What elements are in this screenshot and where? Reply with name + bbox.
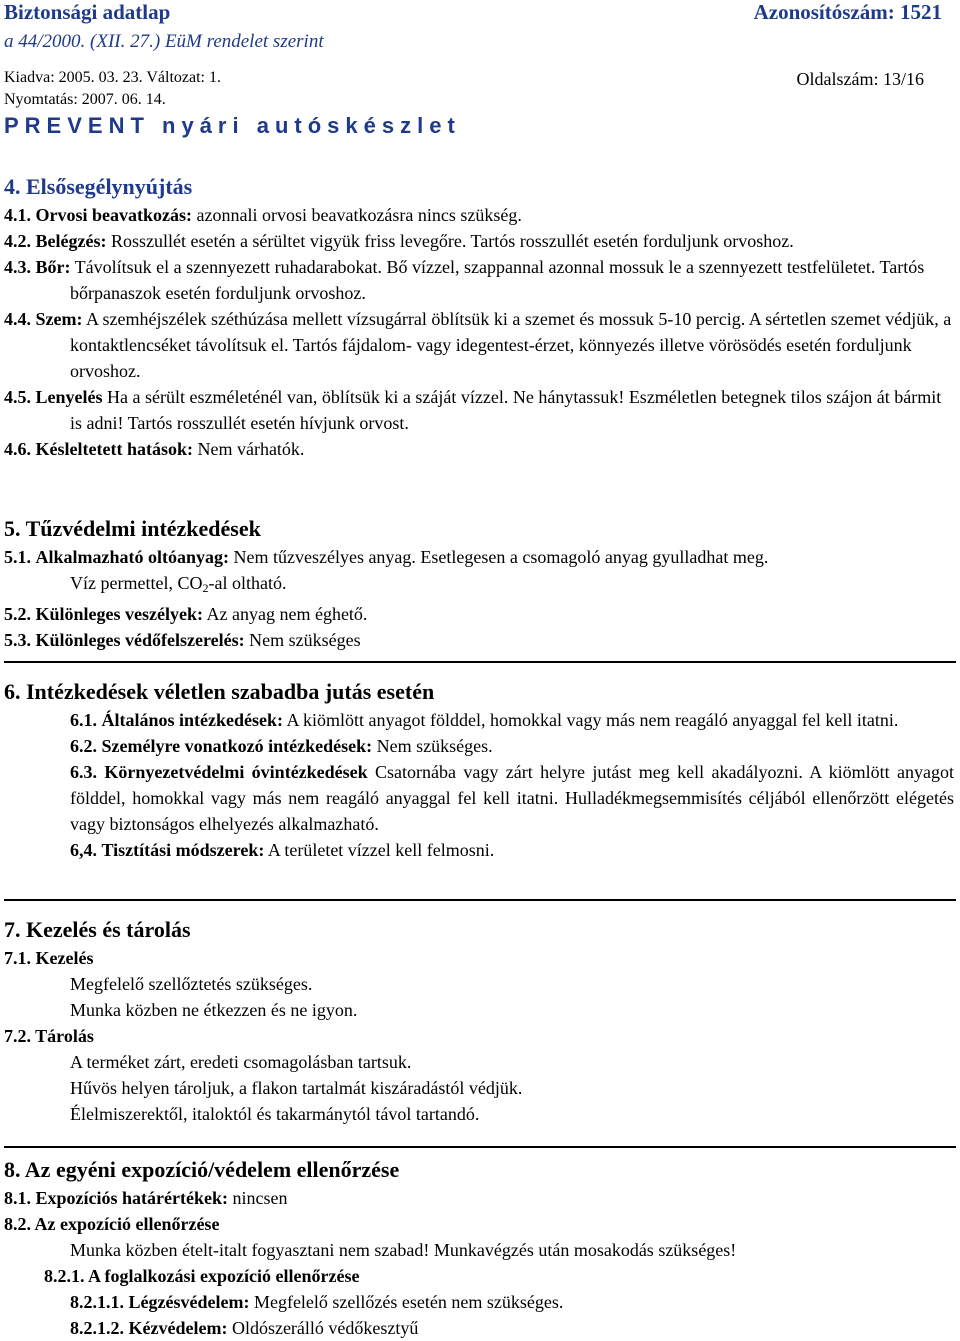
item-label: Késleltetett hatások: xyxy=(35,439,193,459)
item-text: Oldószerálló védőkesztyű xyxy=(227,1318,419,1338)
item-6-3 xyxy=(4,759,954,837)
section-divider xyxy=(4,1146,956,1148)
item-label: Légzésvédelem: xyxy=(128,1292,250,1312)
storage-line-2: Hűvös helyen tároljuk, a flakon tartalmát kiszáradástól védjük. xyxy=(70,1078,523,1098)
subheading-8-2: 8.2. Az expozíció ellenőrzése xyxy=(4,1214,220,1234)
id-number: Azonosítószám: 1521 xyxy=(753,0,942,24)
item-text: Ha a sérült eszméleténél van, öblítsük ki a száját vízzel. Ne hánytassuk! Eszméletlen betegnek tilos szájon át bármit is adni! Tartós rosszullét esetén hívjunk orvost. xyxy=(70,387,942,433)
header-row-5 xyxy=(4,113,942,139)
item-text: nincsen xyxy=(227,1188,288,1208)
section-6-title: 6. Intézkedések véletlen szabadba jutás esetén xyxy=(4,679,435,704)
item-label: Szem: xyxy=(35,309,83,329)
item-num: 4.2. xyxy=(4,231,31,251)
co2-text: Víz permettel, CO xyxy=(70,573,203,593)
item-label: Személyre vonatkozó intézkedések: xyxy=(101,736,373,756)
section-4 xyxy=(4,172,954,462)
header-row-3 xyxy=(4,69,924,90)
section-5 xyxy=(4,514,954,653)
section-5-title: 5. Tűzvédelmi intézkedések xyxy=(4,516,261,541)
item-8-1 xyxy=(4,1185,954,1211)
item-5-1-cont xyxy=(4,570,954,601)
item-text: A szemhéjszélek széthúzása mellett vízsugárral öblítsük ki a szemet és mossuk 5-10 percig. A sértetlen szemet védjük, a kontaktlencséket távolítsuk el. Tartós fájdalom- vagy idegentest-érzet, könnyezés illetve vörösödés esetén forduljunk orvoshoz. xyxy=(70,309,952,381)
item-num: 8.2.1.2. xyxy=(70,1318,124,1338)
item-5-1 xyxy=(4,544,954,570)
section-4-title: 4. Elsősegélynyújtás xyxy=(4,174,193,199)
storage-line-1: A terméket zárt, eredeti csomagolásban tartsuk. xyxy=(70,1052,412,1072)
co2-suffix: -al oltható. xyxy=(208,573,287,593)
item-4-4 xyxy=(4,306,954,384)
item-text: A kiömlött anyagot földdel, homokkal vagy más nem reagáló anyaggal fel kell itatni. xyxy=(283,710,899,730)
section-7 xyxy=(4,915,954,1127)
section-divider xyxy=(4,661,956,663)
item-num: 6.1. xyxy=(70,710,97,730)
item-num: 6.2. xyxy=(70,736,97,756)
document-body xyxy=(4,172,954,462)
subheading-7-1: 7.1. Kezelés xyxy=(4,948,94,968)
exposure-text: Munka közben ételt-italt fogyasztani nem szabad! Munkavégzés után mosakodás szükséges! xyxy=(70,1240,737,1260)
page-number: Oldalszám: 13/16 xyxy=(796,69,924,89)
item-label: Tisztítási módszerek: xyxy=(101,840,265,860)
item-text: Megfelelő szellőzés esetén nem szükséges. xyxy=(249,1292,564,1312)
subheading-8-2-1: 8.2.1. A foglalkozási expozíció ellenőrzése xyxy=(44,1266,360,1286)
item-label: Különleges veszélyek: xyxy=(35,604,203,624)
item-text: Az anyag nem éghető. xyxy=(202,604,368,624)
print-date: Nyomtatás: 2007. 06. 14. xyxy=(4,91,166,108)
item-num: 8.2.1.1. xyxy=(70,1292,124,1312)
item-num: 6,4. xyxy=(70,840,97,860)
co2-subscript: 2 xyxy=(202,581,209,595)
item-label: Orvosi beavatkozás: xyxy=(35,205,192,225)
item-text: Csatornába vagy zárt helyre jutást meg kell akadályozni. A kiömlött anyagot földdel, homokkal vagy más nem reagáló anyaggal fel kell itatni. Hulladékmegsemmisítés céljából ellenőrzött elégetés vagy biztonságos elhelyezés alkalmazható. xyxy=(70,762,955,834)
item-text: Nem tűzveszélyes anyag. Esetlegesen a csomagoló anyag gyulladhat meg. xyxy=(229,547,769,567)
item-label: Kézvédelem: xyxy=(128,1318,228,1338)
section-6 xyxy=(4,677,954,863)
item-text: Nem szükséges. xyxy=(372,736,493,756)
item-label: Alkalmazható oltóanyag: xyxy=(35,547,229,567)
issued-info: Kiadva: 2005. 03. 23. Változat: 1. xyxy=(4,69,221,86)
item-label: Általános intézkedések: xyxy=(101,710,283,730)
item-8-2-1-2 xyxy=(4,1315,954,1341)
item-num: 4.6. xyxy=(4,439,31,459)
item-label: Bőr: xyxy=(35,257,71,277)
item-5-3 xyxy=(4,627,954,653)
item-6-4 xyxy=(4,837,954,863)
item-8-2-1-1 xyxy=(4,1289,954,1315)
item-num: 4.3. xyxy=(4,257,31,277)
header-row-1 xyxy=(4,0,942,25)
header-row-4 xyxy=(4,91,942,109)
item-label: Lenyelés xyxy=(35,387,103,407)
section-8-title: 8. Az egyéni expozíció/védelem ellenőrzése xyxy=(4,1157,400,1182)
header-row-2 xyxy=(4,31,942,53)
document-title: Biztonsági adatlap xyxy=(4,0,171,24)
storage-line-3: Élelmiszerektől, italoktól és takarmánytól távol tartandó. xyxy=(70,1104,480,1124)
item-4-1 xyxy=(4,202,954,228)
item-4-2 xyxy=(4,228,954,254)
item-text: Rosszullét esetén a sérültet vigyük friss levegőre. Tartós rosszullét esetén forduljunk orvoshoz. xyxy=(106,231,794,251)
item-4-5 xyxy=(4,384,954,436)
section-7-title: 7. Kezelés és tárolás xyxy=(4,917,191,942)
item-label: Expozíciós határértékek: xyxy=(35,1188,228,1208)
section-8 xyxy=(4,1155,954,1341)
item-num: 4.1. xyxy=(4,205,31,225)
item-4-3 xyxy=(4,254,954,306)
item-6-1 xyxy=(4,707,954,733)
item-label: Belégzés: xyxy=(35,231,107,251)
handling-line-1: Megfelelő szellőztetés szükséges. xyxy=(70,974,313,994)
section-divider xyxy=(4,899,956,901)
item-num: 6.3. xyxy=(70,762,97,782)
item-4-6 xyxy=(4,436,954,462)
item-num: 4.4. xyxy=(4,309,31,329)
item-text: azonnali orvosi beavatkozásra nincs szükség. xyxy=(192,205,522,225)
product-name: PREVENT nyári autóskészlet xyxy=(4,113,461,138)
item-num: 4.5. xyxy=(4,387,31,407)
item-label: Környezetvédelmi óvintézkedések xyxy=(104,762,368,782)
item-5-2 xyxy=(4,601,954,627)
item-text: Távolítsuk el a szennyezett ruhadarabokat. Bő vízzel, szappannal azonnal mossuk le a szennyezett testfelületet. Tartós bőrpanaszok esetén forduljunk orvoshoz. xyxy=(70,257,925,303)
item-num: 5.2. xyxy=(4,604,31,624)
item-text: Nem szükséges xyxy=(244,630,361,650)
item-6-2 xyxy=(4,733,954,759)
item-num: 5.3. xyxy=(4,630,31,650)
subheading-7-2: 7.2. Tárolás xyxy=(4,1026,94,1046)
item-text: Nem várhatók. xyxy=(192,439,305,459)
item-num: 5.1. xyxy=(4,547,31,567)
item-label: Különleges védőfelszerelés: xyxy=(35,630,245,650)
item-num: 8.1. xyxy=(4,1188,31,1208)
handling-line-2: Munka közben ne étkezzen és ne igyon. xyxy=(70,1000,358,1020)
item-text: A területet vízzel kell felmosni. xyxy=(264,840,495,860)
regulation-line: a 44/2000. (XII. 27.) EüM rendelet szerint xyxy=(4,31,324,52)
